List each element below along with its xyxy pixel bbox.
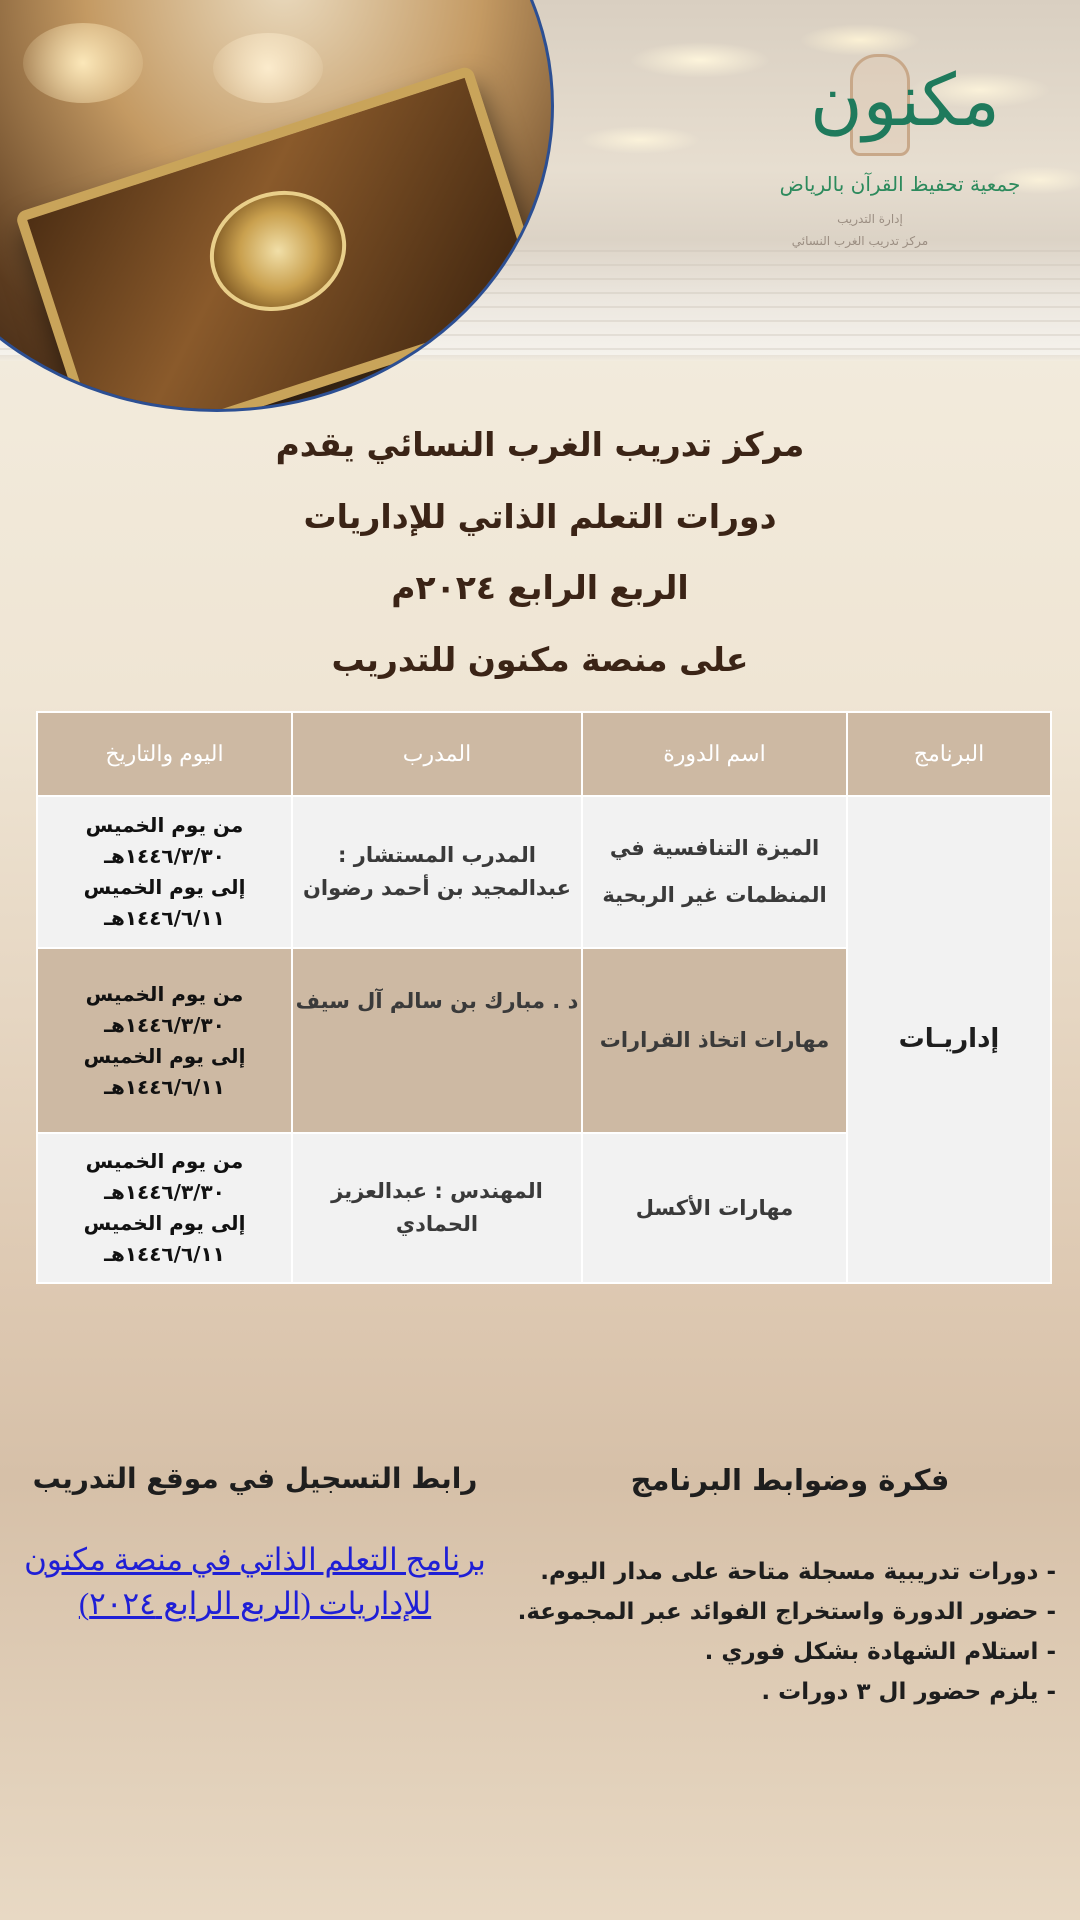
trainer-name: د . مبارك بن سالم آل سيف	[295, 989, 579, 1013]
rule-item: - حضور الدورة واستخراج الفوائد عبر المجموعة.	[517, 1599, 1056, 1625]
rule-item: - دورات تدريبية مسجلة متاحة على مدار اليوم.	[540, 1559, 1056, 1585]
date-to-label: إلى يوم الخميس	[83, 875, 246, 899]
date-to-label: إلى يوم الخميس	[83, 1211, 246, 1235]
date-from-label: من يوم الخميس	[85, 1149, 244, 1173]
headline-line-2: دورات التعلم الذاتي للإداريات	[303, 497, 777, 536]
header-trainer: المدرب	[292, 712, 582, 796]
department-label: إدارة التدريب	[837, 212, 903, 226]
trainer-name: الحمادي	[395, 1212, 479, 1236]
registration-title: رابط التسجيل في موقع التدريب	[32, 1462, 478, 1495]
date-cell	[37, 1133, 292, 1283]
date-to-value: ١٤٤٦/٦/١١هـ	[104, 906, 225, 930]
date-to-label: إلى يوم الخميس	[83, 1043, 246, 1068]
date-from-value: ١٤٤٦/٣/٣٠هـ	[104, 1180, 225, 1204]
program-name: إداريـات	[898, 1024, 1000, 1055]
course-cell	[582, 1133, 847, 1283]
date-to-value: ١٤٤٦/٦/١١هـ	[104, 1242, 225, 1266]
program-cell	[847, 796, 1051, 1283]
org-name: جمعية تحفيظ القرآن بالرياض	[779, 172, 1021, 196]
course-cell	[582, 796, 847, 948]
registration-link-line[interactable]: برنامج التعلم الذاتي في منصة مكنون	[24, 1542, 486, 1577]
headline-line-1: مركز تدريب الغرب النسائي يقدم	[275, 425, 805, 464]
logo-block	[770, 40, 1050, 270]
rule-item: - يلزم حضور ال ٣ دورات .	[761, 1679, 1056, 1705]
date-cell	[37, 796, 292, 948]
date-from-value: ١٤٤٦/٣/٣٠هـ	[104, 1012, 225, 1037]
headline-line-3: الربع الرابع ٢٠٢٤م	[391, 568, 689, 607]
trainer-name: عبدالمجيد بن أحمد رضوان	[303, 876, 571, 900]
registration-link[interactable]	[20, 1538, 490, 1626]
course-cell	[582, 948, 847, 1133]
registration-link-line[interactable]: للإداريات (الربع الرابع ٢٠٢٤)	[78, 1586, 432, 1621]
trainer-cell	[292, 1133, 582, 1283]
headline-line-4: على منصة مكنون للتدريب	[331, 640, 749, 679]
header-course: اسم الدورة	[582, 712, 847, 796]
date-cell	[37, 948, 292, 1133]
course-name: الميزة التنافسية في	[609, 836, 820, 861]
course-name: مهارات اتخاذ القرارات	[599, 1028, 830, 1053]
date-from-label: من يوم الخميس	[85, 981, 244, 1006]
table-row	[37, 796, 1051, 948]
date-from-label: من يوم الخميس	[85, 813, 244, 837]
trainer-cell	[292, 796, 582, 948]
rules-title: فكرة وضوابط البرنامج	[630, 1463, 950, 1497]
logo: مكنون	[809, 58, 1000, 142]
trainer-name: المدرب المستشار :	[338, 843, 536, 868]
courses-table	[36, 711, 1052, 1284]
rule-item: - استلام الشهادة بشكل فوري .	[704, 1639, 1056, 1665]
date-to-value: ١٤٤٦/٦/١١هـ	[104, 1074, 225, 1099]
book-medallion	[194, 174, 362, 329]
date-from-value: ١٤٤٦/٣/٣٠هـ	[104, 844, 225, 868]
table-header-row	[37, 712, 1051, 796]
header-date: اليوم والتاريخ	[37, 712, 292, 796]
header-banner	[0, 0, 1080, 360]
trainer-cell	[292, 948, 582, 1133]
lamp-glow	[23, 23, 143, 103]
lamp-glow	[213, 33, 323, 103]
center-label: مركز تدريب الغرب النسائي	[791, 234, 929, 248]
header-program: البرنامج	[847, 712, 1051, 796]
course-name: مهارات الأكسل	[635, 1195, 794, 1220]
course-name: المنظمات غير الربحية	[602, 883, 827, 907]
rules-list	[496, 1552, 1056, 1712]
trainer-name: المهندس : عبدالعزيز	[331, 1179, 543, 1204]
